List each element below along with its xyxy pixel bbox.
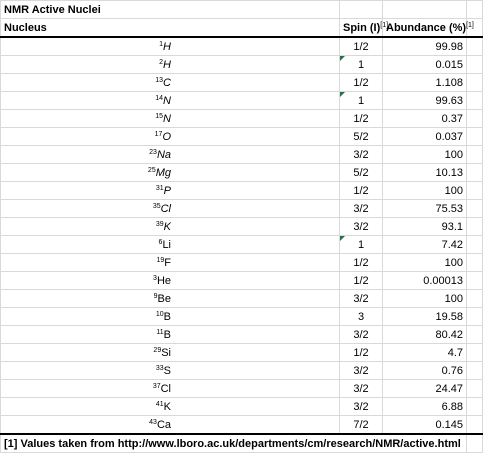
element-symbol: P xyxy=(163,184,171,197)
abundance-cell[interactable]: 93.1 xyxy=(383,218,467,236)
element-symbol: Cl xyxy=(160,382,171,395)
empty-cell[interactable] xyxy=(467,344,483,362)
table-row xyxy=(1,362,483,380)
mass-number: 17 xyxy=(154,130,163,138)
spin-cell[interactable]: 1/2 xyxy=(340,272,383,290)
mass-number: 15 xyxy=(155,112,164,120)
empty-cell[interactable] xyxy=(467,164,483,182)
nucleus-cell[interactable] xyxy=(1,164,340,182)
element-symbol: K xyxy=(163,220,171,233)
mass-number: 13 xyxy=(155,76,164,84)
abundance-cell[interactable]: 0.76 xyxy=(383,362,467,380)
table-row xyxy=(1,182,483,200)
element-symbol: N xyxy=(163,112,171,125)
nucleus-cell[interactable] xyxy=(1,308,340,326)
spin-cell[interactable]: 1/2 xyxy=(340,74,383,92)
mass-number: 2 xyxy=(159,58,164,66)
spin-header-label: Spin (I) xyxy=(343,21,381,34)
table-row xyxy=(1,56,483,74)
spin-cell[interactable]: 3/2 xyxy=(340,326,383,344)
table-row xyxy=(1,74,483,92)
element-symbol: Mg xyxy=(155,166,171,179)
nucleus-cell[interactable] xyxy=(1,272,340,290)
table-row xyxy=(1,92,483,110)
empty-cell[interactable] xyxy=(467,362,483,380)
empty-cell[interactable] xyxy=(340,1,383,19)
mass-number: 23 xyxy=(149,148,157,156)
abundance-cell[interactable]: 75.53 xyxy=(383,200,467,218)
footnote[interactable]: [1] Values taken from http://www.lboro.ac.uk/departments/cm/research/NMR/active.html xyxy=(1,434,467,453)
mass-number: 6 xyxy=(158,238,163,246)
nucleus-cell[interactable] xyxy=(1,92,340,110)
empty-cell[interactable] xyxy=(467,254,483,272)
mass-number: 33 xyxy=(155,364,164,372)
abundance-cell[interactable]: 6.88 xyxy=(383,398,467,416)
table-row xyxy=(1,326,483,344)
element-symbol: B xyxy=(163,328,171,341)
abundance-cell[interactable]: 24.47 xyxy=(383,380,467,398)
spin-cell[interactable]: 1/2 xyxy=(340,110,383,128)
empty-cell[interactable] xyxy=(467,37,483,56)
nucleus-cell[interactable] xyxy=(1,128,340,146)
element-symbol: Be xyxy=(157,292,171,305)
empty-cell[interactable] xyxy=(467,416,483,435)
abundance-cell[interactable]: 19.58 xyxy=(383,308,467,326)
mass-number: 35 xyxy=(152,202,161,210)
mass-number: 10 xyxy=(155,310,164,318)
table-row xyxy=(1,416,483,435)
mass-number: 39 xyxy=(155,220,164,228)
spin-cell[interactable]: 1 xyxy=(340,92,383,110)
element-symbol: H xyxy=(163,58,171,71)
abundance-cell[interactable]: 100 xyxy=(383,182,467,200)
mass-number: 41 xyxy=(155,400,164,408)
empty-cell[interactable] xyxy=(467,146,483,164)
abundance-cell[interactable]: 100 xyxy=(383,290,467,308)
abundance-cell[interactable]: 100 xyxy=(383,146,467,164)
mass-number: 25 xyxy=(147,166,156,174)
abundance-cell[interactable]: 0.015 xyxy=(383,56,467,74)
mass-number: 3 xyxy=(153,274,157,282)
table-row xyxy=(1,37,483,56)
element-symbol: Ca xyxy=(156,418,171,431)
table-row xyxy=(1,200,483,218)
element-symbol: Si xyxy=(161,346,171,359)
spin-cell[interactable]: 3/2 xyxy=(340,380,383,398)
empty-cell[interactable] xyxy=(467,200,483,218)
element-symbol: H xyxy=(163,40,171,53)
element-symbol: S xyxy=(163,364,171,377)
element-symbol: He xyxy=(156,274,171,287)
nucleus-cell[interactable] xyxy=(1,416,340,435)
spin-cell[interactable]: 1/2 xyxy=(340,254,383,272)
element-symbol: K xyxy=(163,400,171,413)
table-row xyxy=(1,218,483,236)
table-row xyxy=(1,164,483,182)
nucleus-cell[interactable] xyxy=(1,110,340,128)
nucleus-cell[interactable] xyxy=(1,236,340,254)
mass-number: 29 xyxy=(153,346,162,354)
nucleus-cell[interactable] xyxy=(1,398,340,416)
abundance-cell[interactable]: 0.00013 xyxy=(383,272,467,290)
abundance-cell[interactable]: 0.37 xyxy=(383,110,467,128)
mass-number: 9 xyxy=(153,292,158,300)
abundance-cell[interactable]: 1.108 xyxy=(383,74,467,92)
mass-number: 37 xyxy=(152,382,161,390)
table-row xyxy=(1,344,483,362)
empty-cell[interactable] xyxy=(467,1,483,19)
table-row xyxy=(1,128,483,146)
table-row xyxy=(1,146,483,164)
spin-cell[interactable]: 1 xyxy=(340,236,383,254)
table-row xyxy=(1,236,483,254)
abundance-cell[interactable]: 7.42 xyxy=(383,236,467,254)
element-symbol: Cl xyxy=(160,202,171,215)
mass-number: 31 xyxy=(155,184,164,192)
mass-number: 43 xyxy=(149,418,157,426)
spin-cell[interactable]: 5/2 xyxy=(340,128,383,146)
nucleus-cell[interactable] xyxy=(1,74,340,92)
sheet-title[interactable]: NMR Active Nuclei xyxy=(1,1,340,19)
abundance-cell[interactable]: 10.13 xyxy=(383,164,467,182)
element-symbol: N xyxy=(163,94,171,107)
spin-header[interactable] xyxy=(340,19,389,38)
element-symbol: Li xyxy=(162,238,171,251)
empty-cell[interactable] xyxy=(467,434,483,453)
table-row xyxy=(1,308,483,326)
abundance-cell[interactable]: 0.037 xyxy=(383,128,467,146)
spin-cell[interactable]: 1/2 xyxy=(340,182,383,200)
empty-cell[interactable] xyxy=(467,236,483,254)
nucleus-cell[interactable] xyxy=(1,362,340,380)
table-row xyxy=(1,380,483,398)
empty-cell[interactable] xyxy=(467,290,483,308)
mass-number: 11 xyxy=(156,328,164,336)
spin-cell[interactable]: 5/2 xyxy=(340,164,383,182)
abundance-cell[interactable]: 0.145 xyxy=(383,416,467,435)
nucleus-cell[interactable] xyxy=(1,326,340,344)
nucleus-cell[interactable] xyxy=(1,200,340,218)
empty-cell[interactable] xyxy=(467,56,483,74)
abundance-cell[interactable]: 99.98 xyxy=(383,37,467,56)
element-symbol: F xyxy=(164,256,171,269)
nucleus-cell[interactable] xyxy=(1,380,340,398)
nucleus-cell[interactable] xyxy=(1,146,340,164)
element-symbol: C xyxy=(163,76,171,89)
abundance-header[interactable] xyxy=(383,19,474,38)
table-row xyxy=(1,272,483,290)
nucleus-header[interactable]: Nucleus xyxy=(1,19,340,38)
empty-cell[interactable] xyxy=(467,380,483,398)
spin-cell[interactable]: 1/2 xyxy=(340,37,383,56)
nucleus-cell[interactable] xyxy=(1,182,340,200)
empty-cell[interactable] xyxy=(467,74,483,92)
mass-number: 1 xyxy=(159,40,164,48)
table-row xyxy=(1,290,483,308)
nucleus-cell[interactable] xyxy=(1,254,340,272)
nucleus-cell[interactable] xyxy=(1,344,340,362)
mass-number: 19 xyxy=(156,256,165,264)
abundance-header-label: Abundance (%) xyxy=(386,21,467,34)
table-row xyxy=(1,110,483,128)
nucleus-cell[interactable] xyxy=(1,290,340,308)
empty-cell[interactable] xyxy=(383,1,467,19)
spin-cell[interactable]: 3/2 xyxy=(340,146,383,164)
nucleus-cell[interactable] xyxy=(1,56,340,74)
abundance-header-ref: [1] xyxy=(466,21,474,29)
abundance-cell[interactable]: 80.42 xyxy=(383,326,467,344)
spin-cell[interactable]: 3/2 xyxy=(340,362,383,380)
empty-cell[interactable] xyxy=(467,218,483,236)
spin-cell[interactable]: 3/2 xyxy=(340,398,383,416)
spin-header-ref: [1] xyxy=(380,21,389,29)
empty-cell[interactable] xyxy=(467,272,483,290)
spin-cell[interactable]: 3 xyxy=(340,308,383,326)
empty-cell[interactable] xyxy=(467,110,483,128)
empty-cell[interactable] xyxy=(467,326,483,344)
abundance-cell[interactable]: 99.63 xyxy=(383,92,467,110)
empty-cell[interactable] xyxy=(467,398,483,416)
empty-cell[interactable] xyxy=(467,128,483,146)
spin-cell[interactable]: 1 xyxy=(340,56,383,74)
spin-cell[interactable]: 3/2 xyxy=(340,200,383,218)
spin-cell[interactable]: 7/2 xyxy=(340,416,383,435)
mass-number: 14 xyxy=(155,94,164,102)
spin-cell[interactable]: 3/2 xyxy=(340,218,383,236)
spin-cell[interactable]: 1/2 xyxy=(340,344,383,362)
element-symbol: O xyxy=(162,130,171,143)
abundance-cell[interactable]: 4.7 xyxy=(383,344,467,362)
empty-cell[interactable] xyxy=(467,308,483,326)
spin-cell[interactable]: 3/2 xyxy=(340,290,383,308)
empty-cell[interactable] xyxy=(467,92,483,110)
table-row xyxy=(1,398,483,416)
element-symbol: B xyxy=(163,310,171,323)
empty-cell[interactable] xyxy=(467,182,483,200)
element-symbol: Na xyxy=(156,148,171,161)
nucleus-cell[interactable] xyxy=(1,218,340,236)
table-row xyxy=(1,254,483,272)
nucleus-cell[interactable] xyxy=(1,37,340,56)
abundance-cell[interactable]: 100 xyxy=(383,254,467,272)
